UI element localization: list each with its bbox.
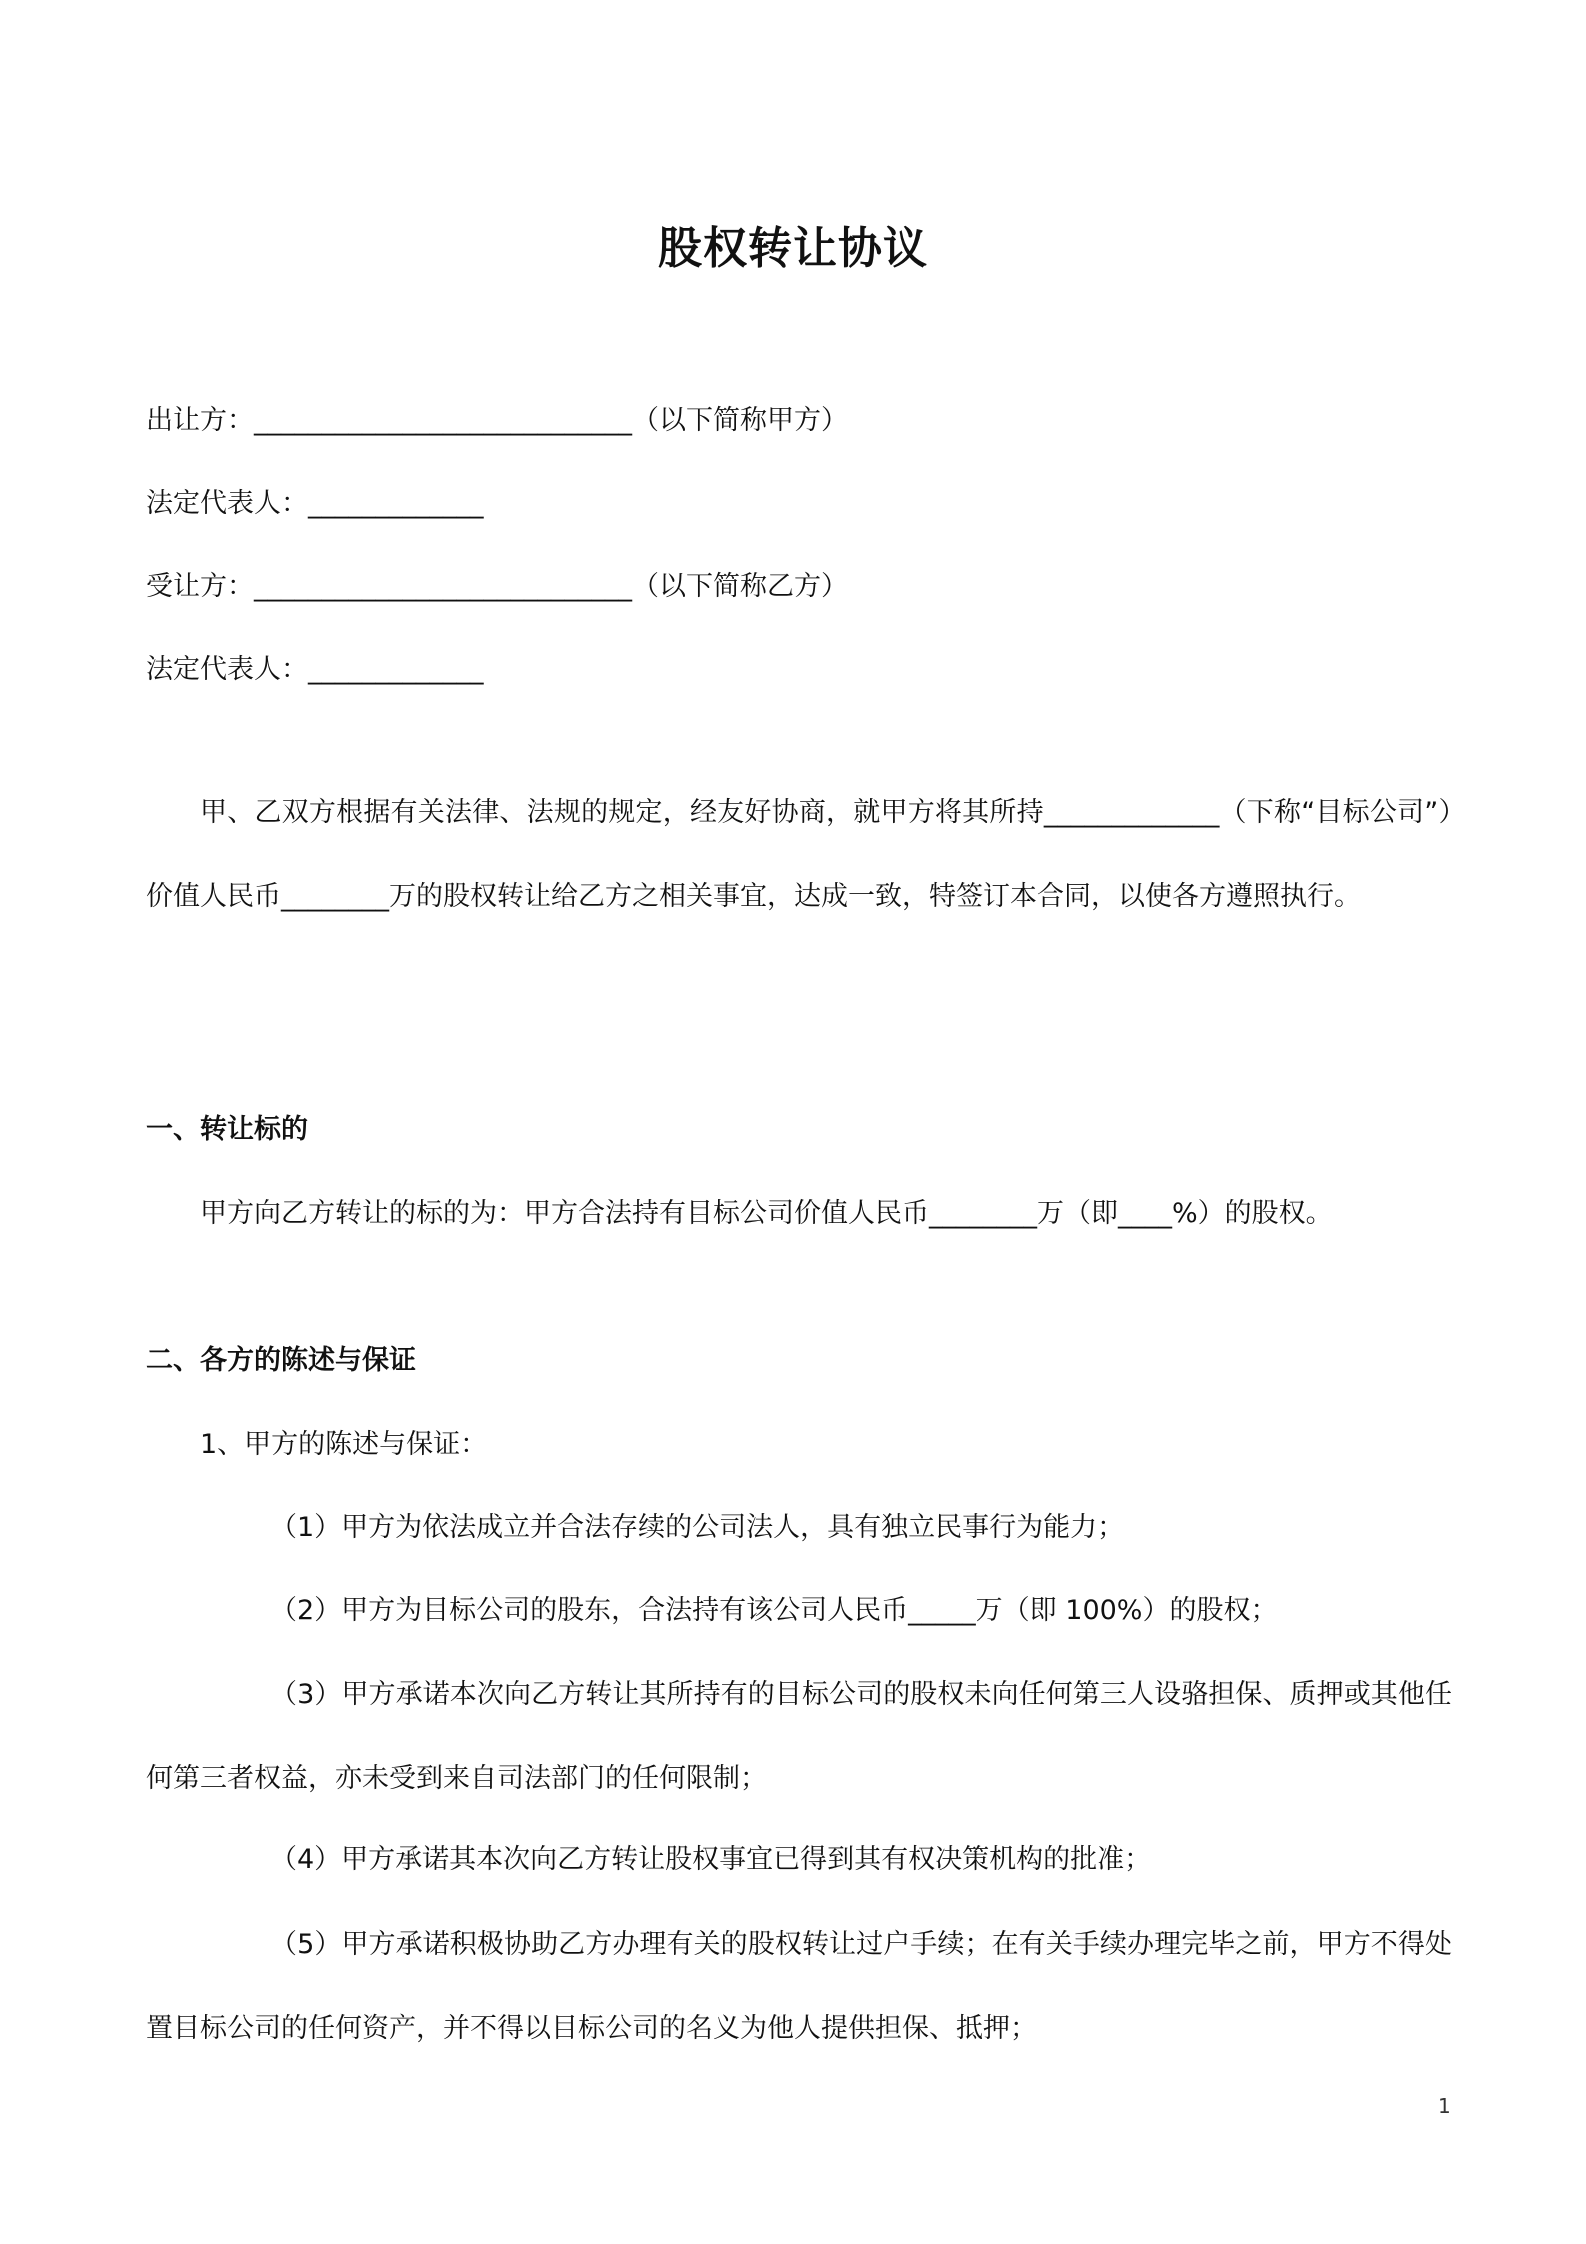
transferor-representative-line: 法定代表人：_____________ <box>146 488 484 519</box>
transferee-representative-line: 法定代表人：_____________ <box>146 654 484 685</box>
clause-item-1: （1）甲方为依法成立并合法存续的公司法人，具有独立民事行为能力； <box>270 1512 1125 1543</box>
transferee-line: 受让方：____________________________（以下简称乙方） <box>146 571 848 602</box>
section2-subheading-party-a: 1、甲方的陈述与保证： <box>200 1429 488 1460</box>
section1-heading: 一、转让标的 <box>146 1114 308 1145</box>
clause-item-3: （3）甲方承诺本次向乙方转让其所持有的目标公司的股权未向任何第三人设骆担保、质押或其他任何第三者权益，亦未受到来自司法部门的任何限制； <box>146 1679 1452 1794</box>
section2-heading: 二、各方的陈述与保证 <box>146 1345 416 1376</box>
clause-item-5: （5）甲方承诺积极协助乙方办理有关的股权转让过户手续；在有关手续办理完毕之前，甲方不得处置目标公司的任何资产，并不得以目标公司的名义为他人提供担保、抵押； <box>146 1929 1452 2044</box>
transferor-line: 出让方：____________________________（以下简称甲方） <box>146 405 848 436</box>
document-title: 股权转让协议 <box>658 223 928 274</box>
preamble-paragraph: 甲、乙双方根据有关法律、法规的规定，经友好协商，就甲方将其所持_____________（下称“目标公司”）价值人民币________万的股权转让给乙方之相关事宜，达成一致，特签订本合同，以使各方遵照执行。 <box>146 797 1452 912</box>
page-number: 1 <box>1438 2094 1451 2118</box>
clause-item-2: （2）甲方为目标公司的股东，合法持有该公司人民币_____万（即 100%）的股权； <box>270 1595 1278 1626</box>
section1-body: 甲方向乙方转让的标的为：甲方合法持有目标公司价值人民币________万（即____%）的股权。 <box>200 1198 1333 1229</box>
clause-item-4: （4）甲方承诺其本次向乙方转让股权事宜已得到其有权决策机构的批准； <box>270 1844 1152 1875</box>
